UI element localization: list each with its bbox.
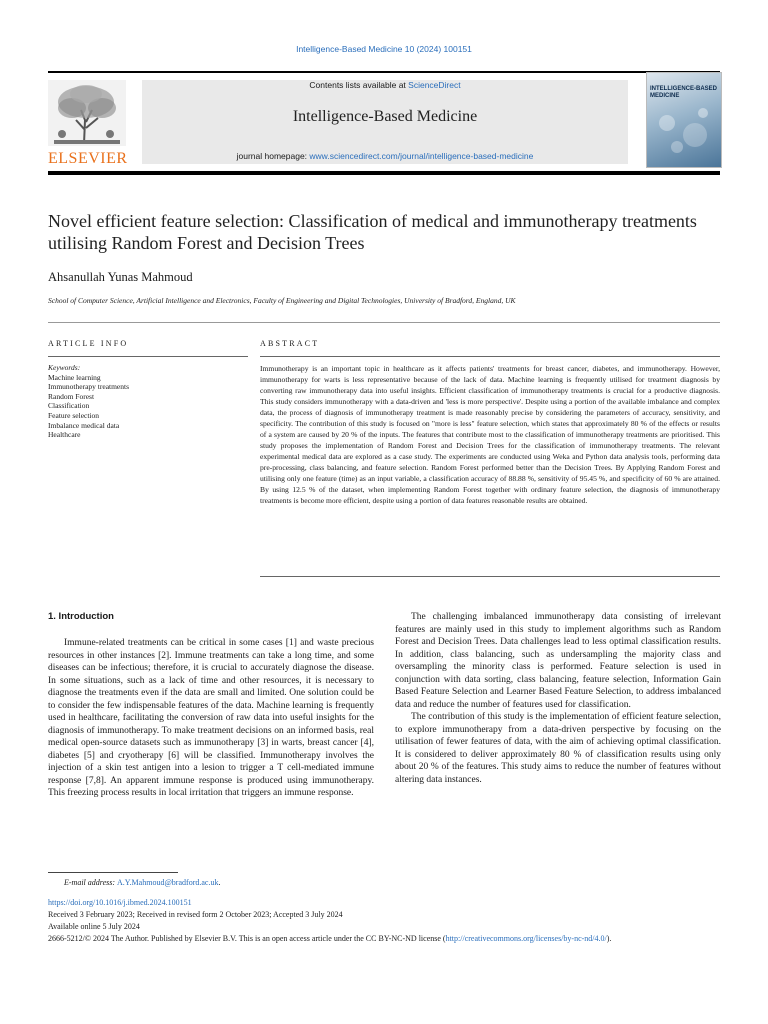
author-name[interactable]: Ahsanullah Yunas Mahmoud [48, 270, 193, 284]
homepage-link[interactable]: www.sciencedirect.com/journal/intelligence-based-medicine [309, 151, 534, 161]
keywords-list [48, 363, 129, 440]
abstract-body: Immunotherapy is an important topic in healthcare as it affects patients' treatments for breast cancer, diabetes, and immunotherapy. However, immunotherapy for warts is less representative because of the lack of data. Machine learning is frequently utilised for treatment diagnosis by converting raw immunotherapy data into useful insights. Efficient classification of immunotherapy treatments is crucial for a productive diagnosis. This study considers immunotherapy with a data-driven and 'less is more perspective'. Despite using a portion of the available imbalance and complex data, the process of diagnosis of immunotherapy treatment is made reasonably precise by considering the parameters of accuracy, sensitivity, and specificity. The contribution of this study is focused on "more is less" feature selection, which states that approximately 80 % of the effects or results of a system are caused by 20 % of the inputs. The features that contribute most to the classification of immunotherapy treatments are prioritised. This study proposes the implementation of Random Forest and Decision Trees for the classification of immunotherapy treatments. The relevant experimental medical data are explored as a case study. The experiments are conducted using Weka and Python data analysis tools, performing data pre-processing, class balancing, and feature selection. Random Forest performed better than the Decision Trees. By Applying Random Forest and utilising only one feature (time) as an input variable, a classification accuracy of 88.88 %, sensitivity of 95.45 %, and specificity of 60 % are attained. By using 12.5 % of the dataset, when implementing Random Forest together with ordinary feature selection, the diagnosis of immunotherapy treatments is become more efficient, despite using a portion of data features reasonable results are obtained. [260, 364, 720, 505]
available-online: Available online 5 July 2024 [48, 922, 140, 931]
license-statement [48, 933, 720, 945]
email-label: E-mail address: [64, 878, 118, 887]
abstract-heading: ABSTRACT [260, 339, 320, 348]
article-footer [48, 897, 720, 945]
keyword-item: Feature selection [48, 410, 100, 420]
keywords-label: Keywords: [48, 363, 81, 372]
license-text: 2666-5212/© 2024 The Author. Published by Elsevier B.V. This is an open access article under the CC BY-NC-ND license ( [48, 934, 446, 943]
introduction-heading: 1. Introduction [48, 611, 114, 622]
corresponding-email [64, 878, 220, 887]
author-affiliation: School of Computer Science, Artificial Intelligence and Electronics, Faculty of Engineering and Digital Technologies, University of Bradford, England, UK [48, 296, 516, 305]
keyword-item: Imbalance medical data [48, 420, 120, 430]
keyword-item: Machine learning [48, 372, 101, 382]
footnote-divider [48, 872, 178, 873]
affiliation-divider [48, 322, 720, 323]
keyword-item: Healthcare [48, 430, 81, 440]
journal-title: Intelligence-Based Medicine [292, 108, 478, 125]
header-thick-rule [48, 171, 720, 175]
received-dates: Received 3 February 2023; Received in revised form 2 October 2023; Accepted 3 July 2024 [48, 910, 343, 919]
email-suffix: . [218, 878, 221, 887]
contents-line [142, 80, 628, 90]
abstract-divider [260, 356, 720, 357]
introduction-left-column [48, 637, 374, 800]
abstract-bottom-divider [260, 576, 720, 577]
homepage-label: journal homepage: [236, 151, 310, 161]
contents-prefix: Contents lists available at [309, 80, 409, 90]
intro-paragraph: Immune-related treatments can be critical in some cases [1] and waste precious resources in other instances [2]. Immune treatments can take a long time, and some diseases can be infectious; therefore, it is crucial to accurately diagnose the disease. In some situations, such as a lack of time and other resources, it is necessary to diagnose the treatments even if the data are small and limited. One solution could be to consider the few indispensable features of the data. Machine learning is frequently used in healthcare, facilitating the conversion of raw data into useful insights for the diagnosis of immunotherapy. To make treatment decisions on an informed basis, real medical open-source datasets such as immunotherapy [3] in warts, breast cancer [4], diabetes [5] and cryotherapy [6] will be classified. Immunotherapy involves the injection of a skin test antigen into a lesion to trigger a T cell-mediated immune response [7,8]. An apparent immune response is produced using immunotherapy. This freezing process results in local irritation that triggers an immune response. [48, 638, 374, 798]
license-link[interactable]: http://creativecommons.org/licenses/by-nc-nd/4.0/ [445, 934, 607, 943]
email-link[interactable]: A.Y.Mahmoud@bradford.ac.uk [117, 878, 219, 887]
article-info-heading: ARTICLE INFO [48, 339, 129, 348]
journal-homepage-line [142, 151, 628, 161]
doi-link[interactable]: https://doi.org/10.1016/j.ibmed.2024.100151 [48, 898, 192, 907]
license-end: ). [606, 934, 612, 943]
header-rule [48, 71, 720, 73]
article-info-divider [48, 356, 248, 357]
keyword-item: Immunotherapy treatments [48, 382, 130, 392]
cover-title: INTELLIGENCE-BASED MEDICINE [650, 86, 718, 99]
publisher-name[interactable]: ELSEVIER [48, 150, 128, 167]
keyword-item: Random Forest [48, 391, 95, 401]
introduction-right-column [395, 611, 721, 786]
keyword-item: Classification [48, 401, 90, 411]
intro-paragraph: The challenging imbalanced immunotherapy data consisting of irrelevant features are mainly used in this study to implement algorithms such as Random Forest and Decision Trees. Data challenges lead to less optimal classification results. In addition, class balancing, such as undersampling the majority class and oversampling the minority class is performed. Feature selection is used in conjunction with data sorting, class balancing, feature selection, Information Gain Based Feature Selection and Learner Based Feature Selection, to address imbalanced data and reduce the number of features used for classification. [395, 612, 721, 710]
intro-paragraph: The contribution of this study is the implementation of efficient feature selection, to explore immunotherapy from a data-driven perspective by focusing on the utilisation of fewer features of data, with the aim of achieving optimal classification. It is considered to deliver approximately 80 % of classification results using only about 20 % of the features. This study aims to reduce the number of features without altering data instances. [395, 712, 721, 785]
paper-title: Novel efficient feature selection: Classification of medical and immunotherapy treatments utilising Random Forest and Decision Trees [48, 211, 697, 253]
journal-reference[interactable]: Intelligence-Based Medicine 10 (2024) 100151 [296, 44, 472, 54]
sciencedirect-link[interactable]: ScienceDirect [408, 80, 461, 90]
